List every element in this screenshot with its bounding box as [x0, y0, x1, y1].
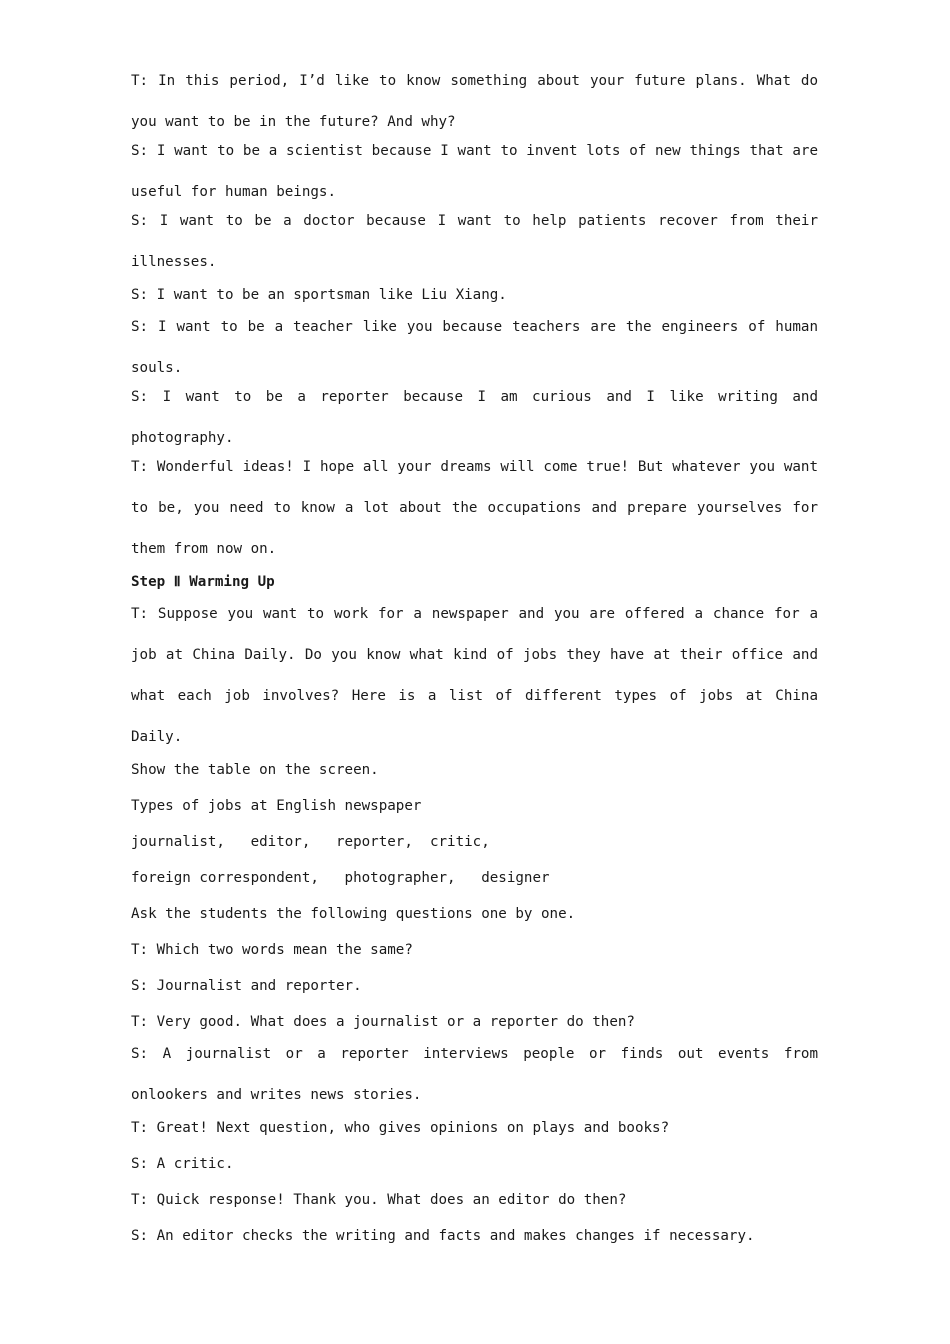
paragraph: T: Quick response! Thank you. What does an editor do then? [131, 1192, 627, 1208]
paragraph: S: I want to be a scientist because I want to invent lots of new things that are useful for human beings. [131, 143, 818, 200]
paragraph: T: Wonderful ideas! I hope all your dreams will come true! But whatever you want to be, you need to know a lot about the occupations and prepare yourselves for them from now on. [131, 459, 818, 557]
paragraph: T: In this period, I’d like to know something about your future plans. What do you want to be in the future? And why? [131, 73, 818, 130]
paragraph: S: I want to be a reporter because I am curious and I like writing and photography. [131, 389, 818, 446]
paragraph: S: I want to be an sportsman like Liu Xiang. [131, 287, 507, 303]
paragraph: S: A critic. [131, 1156, 234, 1172]
paragraph: S: I want to be a doctor because I want to help patients recover from their illnesses. [131, 213, 818, 270]
document-page [131, 74, 818, 1261]
paragraph: Types of jobs at English newspaper [131, 798, 422, 814]
job-list-line: foreign correspondent, photographer, designer [131, 870, 550, 886]
paragraph: Show the table on the screen. [131, 762, 379, 778]
job-list-line: journalist, editor, reporter, critic, [131, 834, 490, 850]
paragraph: S: A journalist or a reporter interviews people or finds out events from onlookers and writes news stories. [131, 1046, 818, 1103]
paragraph: S: I want to be a teacher like you because teachers are the engineers of human souls. [131, 319, 818, 376]
dialogue-intro [131, 61, 818, 570]
paragraph: T: Very good. What does a journalist or a reporter do then? [131, 1014, 635, 1030]
paragraph: T: Suppose you want to work for a newspaper and you are offered a chance for a job at China Daily. Do you know what kind of jobs they have at their office and what each job involves? Here is a list of different types of jobs at China Daily. [131, 606, 818, 745]
paragraph: S: An editor checks the writing and facts and makes changes if necessary. [131, 1228, 755, 1244]
paragraph: S: Journalist and reporter. [131, 978, 362, 994]
section-heading: Step Ⅱ Warming Up [131, 574, 275, 590]
step2-content [131, 594, 818, 1247]
paragraph: T: Which two words mean the same? [131, 942, 413, 958]
paragraph: Ask the students the following questions one by one. [131, 906, 576, 922]
paragraph: T: Great! Next question, who gives opinions on plays and books? [131, 1120, 670, 1136]
